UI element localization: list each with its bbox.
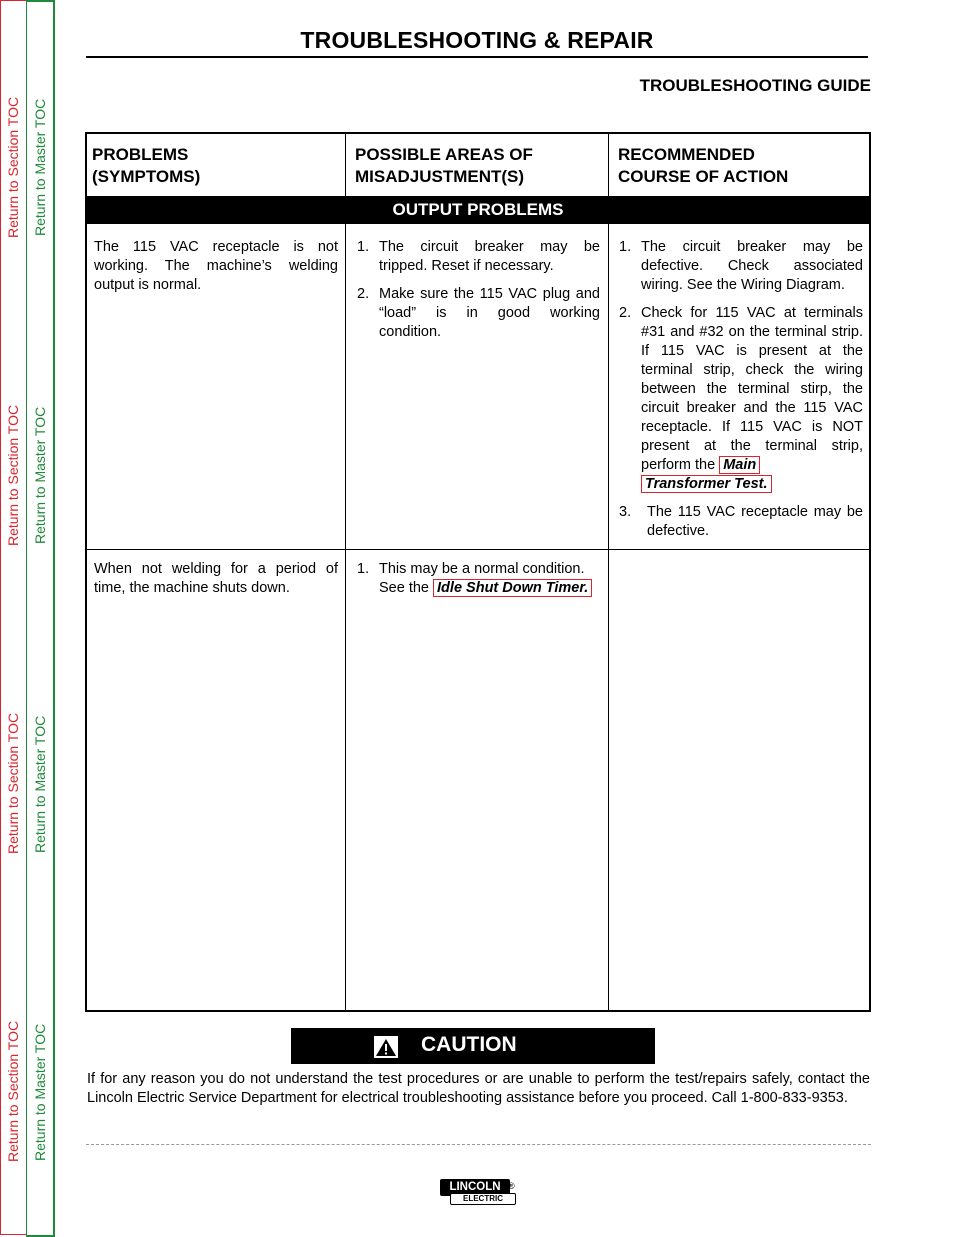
page-title: TROUBLESHOOTING & REPAIR (86, 27, 868, 58)
caution-banner (291, 1028, 655, 1064)
idle-shut-down-timer-link[interactable]: Idle Shut Down Timer. (433, 579, 592, 597)
list-item: 1. The circuit breaker may be tripped. Reset if necessary. (357, 239, 600, 274)
list-item: 2. Check for 115 VAC at terminals #31 and #32 on the terminal strip. If 115 VAC is present at the terminal strip, check the wiring between the terminal stirp, the circuit breaker and the 115 VAC receptacle. If 115 VAC is NOT present at the terminal strip, perform the Main Transformer Test. (619, 305, 863, 492)
return-to-section-toc-link-1[interactable]: Return to Section TOC (5, 96, 21, 238)
main-transformer-test-link[interactable]: Main (719, 456, 760, 474)
column-header-problems: PROBLEMS (SYMPTOMS) (92, 145, 201, 186)
row1-areas (357, 238, 600, 351)
row2-areas (357, 560, 600, 607)
footer-divider (86, 1144, 871, 1145)
column-divider (608, 134, 609, 1010)
row2-problem: When not welding for a period of time, the machine shuts down. (94, 561, 338, 596)
lincoln-electric-logo: LINCOLN ® ELECTRIC (440, 1179, 518, 1205)
warning-icon (374, 1036, 398, 1058)
troubleshooting-table (85, 132, 871, 1012)
return-to-master-toc-link-2[interactable]: Return to Master TOC (32, 406, 48, 544)
master-toc-strip (26, 0, 55, 1237)
return-to-section-toc-link-3[interactable]: Return to Section TOC (5, 712, 21, 854)
return-to-master-toc-link-1[interactable]: Return to Master TOC (32, 98, 48, 236)
return-to-section-toc-link-2[interactable]: Return to Section TOC (5, 404, 21, 546)
main-transformer-test-link[interactable]: Transformer Test. (641, 475, 772, 493)
return-to-master-toc-link-3[interactable]: Return to Master TOC (32, 715, 48, 853)
row-divider (87, 549, 869, 550)
section-title: TROUBLESHOOTING GUIDE (639, 76, 871, 95)
row1-actions (619, 238, 863, 550)
section-toc-strip (0, 0, 27, 1235)
list-item: 3. The 115 VAC receptacle may be defective. (619, 504, 863, 539)
caution-body: If for any reason you do not understand the test procedures or are unable to perform the test/repairs safely, contact the Lincoln Electric Service Department for electrical troubleshooting assistance before you proceed. Call 1-800-833-9353. (87, 1071, 870, 1106)
column-header-actions: RECOMMENDED COURSE OF ACTION (618, 145, 789, 186)
output-problems-band: OUTPUT PROBLEMS (87, 196, 869, 224)
column-divider (345, 134, 346, 1010)
return-to-section-toc-link-4[interactable]: Return to Section TOC (5, 1020, 21, 1162)
list-item: 2. Make sure the 115 VAC plug and “load” is in good working condition. (357, 286, 600, 340)
column-header-areas: POSSIBLE AREAS OF MISADJUSTMENT(S) (355, 145, 533, 186)
list-item: 1. This may be a normal condition. See the Idle Shut Down Timer. (357, 560, 600, 598)
caution-label: CAUTION (421, 1033, 517, 1056)
row1-problem: The 115 VAC receptacle is not working. The machine’s welding output is normal. (94, 239, 338, 293)
return-to-master-toc-link-4[interactable]: Return to Master TOC (32, 1023, 48, 1161)
list-item: 1. The circuit breaker may be defective. Check associated wiring. See the Wiring Diagram. (619, 239, 863, 293)
